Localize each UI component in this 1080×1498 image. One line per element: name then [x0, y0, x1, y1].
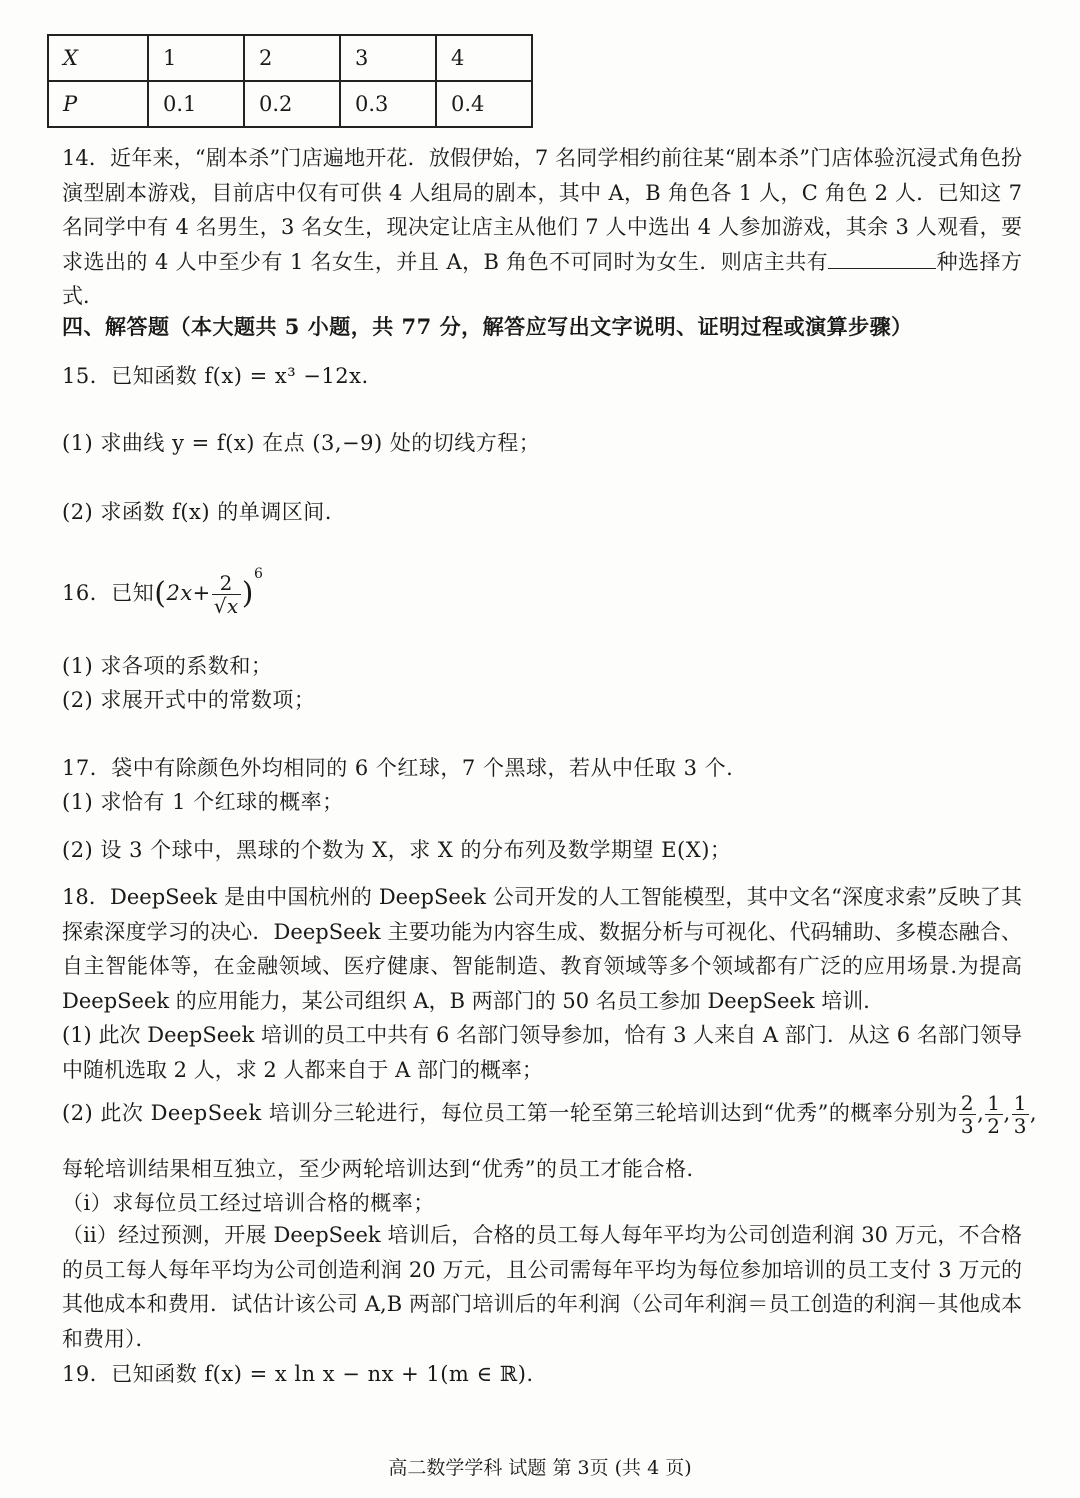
question-16-part-2: (2) 求展开式中的常数项；	[62, 688, 316, 712]
question-15-part-1: (1) 求曲线 y = f(x) 在点 (3,−9) 处的切线方程；	[62, 431, 541, 455]
distribution-table	[47, 34, 533, 128]
fraction-numerator: 2	[212, 572, 241, 595]
page-footer: 高二数学学科 试题 第 3页 (共 4 页)	[388, 1457, 692, 1479]
table-row-header	[48, 35, 532, 81]
section-heading: 四、解答题（本大题共 5 小题，共 77 分，解答应写出文字说明、证明过程或演算步骤）	[62, 314, 913, 339]
question-17-part-1: (1) 求恰有 1 个红球的概率；	[62, 790, 344, 814]
question-18-part-2-tail: 每轮培训结果相互独立，至少两轮培训达到“优秀”的员工才能合格．	[62, 1157, 708, 1181]
question-14	[62, 141, 1022, 314]
table-cell: 1	[148, 35, 244, 81]
fraction	[212, 572, 241, 617]
part-2-lead: (2) 此次 DeepSeek 培训分三轮进行，每位员工第一轮至第三轮培训达到“优秀”的概率分别为	[62, 1101, 958, 1125]
fraction	[959, 1092, 976, 1137]
fraction-denominator: 3	[960, 1114, 975, 1138]
fraction-numerator: 1	[1013, 1091, 1027, 1115]
fraction-numerator: 2	[960, 1091, 975, 1115]
exponent: 6	[254, 566, 264, 582]
question-15-stem: 15．已知函数 f(x) = x³ −12x.	[62, 364, 369, 388]
table-cell: P	[48, 81, 148, 127]
question-18-sub-i: （ⅰ）求每位员工经过培训合格的概率；	[62, 1191, 435, 1215]
answer-blank[interactable]	[828, 248, 936, 269]
question-19-stem: 19．已知函数 f(x) = x ln x − nx + 1(m ∈ ℝ).	[62, 1362, 534, 1386]
question-14-tail: 种选择方式．	[62, 249, 1022, 309]
fraction-numerator: 1	[987, 1091, 1001, 1115]
question-18-part-2: (2) 此次 DeepSeek 培训分三轮进行，每位员工第一轮至第三轮培训达到“优秀”的概率分别为 $\frac{2}{3}$ , $\frac{1}{2}$ , $\frac{1}{3}$ ,	[62, 1091, 1038, 1138]
table-cell: 2	[244, 35, 340, 81]
table-cell: X	[48, 35, 148, 81]
fraction-denominator: √x	[213, 594, 239, 618]
table-cell: 3	[340, 35, 436, 81]
table-cell: 0.1	[148, 81, 244, 127]
question-16-part-1: (1) 求各项的系数和；	[62, 654, 273, 678]
fraction-denominator: 2	[987, 1114, 1001, 1138]
table-row-values	[48, 81, 532, 127]
question-15-part-2: (2) 求函数 f(x) 的单调区间.	[62, 500, 332, 524]
question-14-text: 14．近年来，“剧本杀”门店遍地开花．放假伊始，7 名同学相约前往某“剧本杀”门店体验沉浸式角色扮演型剧本游戏，目前店中仅有可供 4 人组局的剧本，其中 A，B 角色各 1 人，C 角色 2 人．已知这 7 名同学中有 4 名男生，3 名女生，现决定让店主从他们 7 人中选出 4 人参加游戏，其余 3 人观看，要求选出的 4 人中至少有 1 名女生，并且 A，B 角色不可同时为女生．则店主共有	[62, 146, 1022, 274]
table-cell: 4	[436, 35, 532, 81]
question-18-stem: 18．DeepSeek 是由中国杭州的 DeepSeek 公司开发的人工智能模型，其中文名“深度求索”反映了其探索深度学习的决心．DeepSeek 主要功能为内容生成、数据分析与可视化、代码辅助、多模态融合、自主智能体等，在金融领域、医疗健康、智能制造、教育领域等多个领域都有广泛的应用场景.为提高 DeepSeek 的应用能力，某公司组织 A，B 两部门的 50 名员工参加 DeepSeek 培训．	[62, 885, 1022, 1013]
question-18-part-1: (1) 此次 DeepSeek 培训的员工中共有 6 名部门领导参加，恰有 3 人来自 A 部门．从这 6 名部门领导中随机选取 2 人，求 2 人都来自于 A 部门的概率；	[62, 1023, 1022, 1082]
fraction-denominator: 3	[1013, 1114, 1027, 1138]
table-cell: 0.3	[340, 81, 436, 127]
table-cell: 0.4	[436, 81, 532, 127]
fraction	[985, 1092, 1002, 1137]
question-17-stem: 17．袋中有除颜色外均相同的 6 个红球，7 个黑球，若从中任取 3 个.	[62, 756, 734, 780]
table-cell: 0.2	[244, 81, 340, 127]
question-16-prefix: 16．已知	[62, 581, 155, 605]
expr-left: 2x+	[166, 581, 211, 605]
fraction	[1012, 1092, 1029, 1137]
question-18-sub-ii: （ⅱ）经过预测，开展 DeepSeek 培训后，合格的员工每人每年平均为公司创造利润 30 万元，不合格的员工每人每年平均为公司创造利润 20 万元，且公司需每年平均为每位参加培训的员工支付 3 万元的其他成本和费用．试估计该公司 A,B 两部门培训后的年利润（公司年利润＝员工创造的利润－其他成本和费用）．	[62, 1223, 1022, 1351]
right-paren: )	[241, 576, 255, 611]
question-17-part-2: (2) 设 3 个球中，黑球的个数为 X，求 X 的分布列及数学期望 E(X)；	[62, 838, 732, 862]
question-16-stem	[62, 566, 263, 617]
left-paren: (	[154, 576, 167, 611]
